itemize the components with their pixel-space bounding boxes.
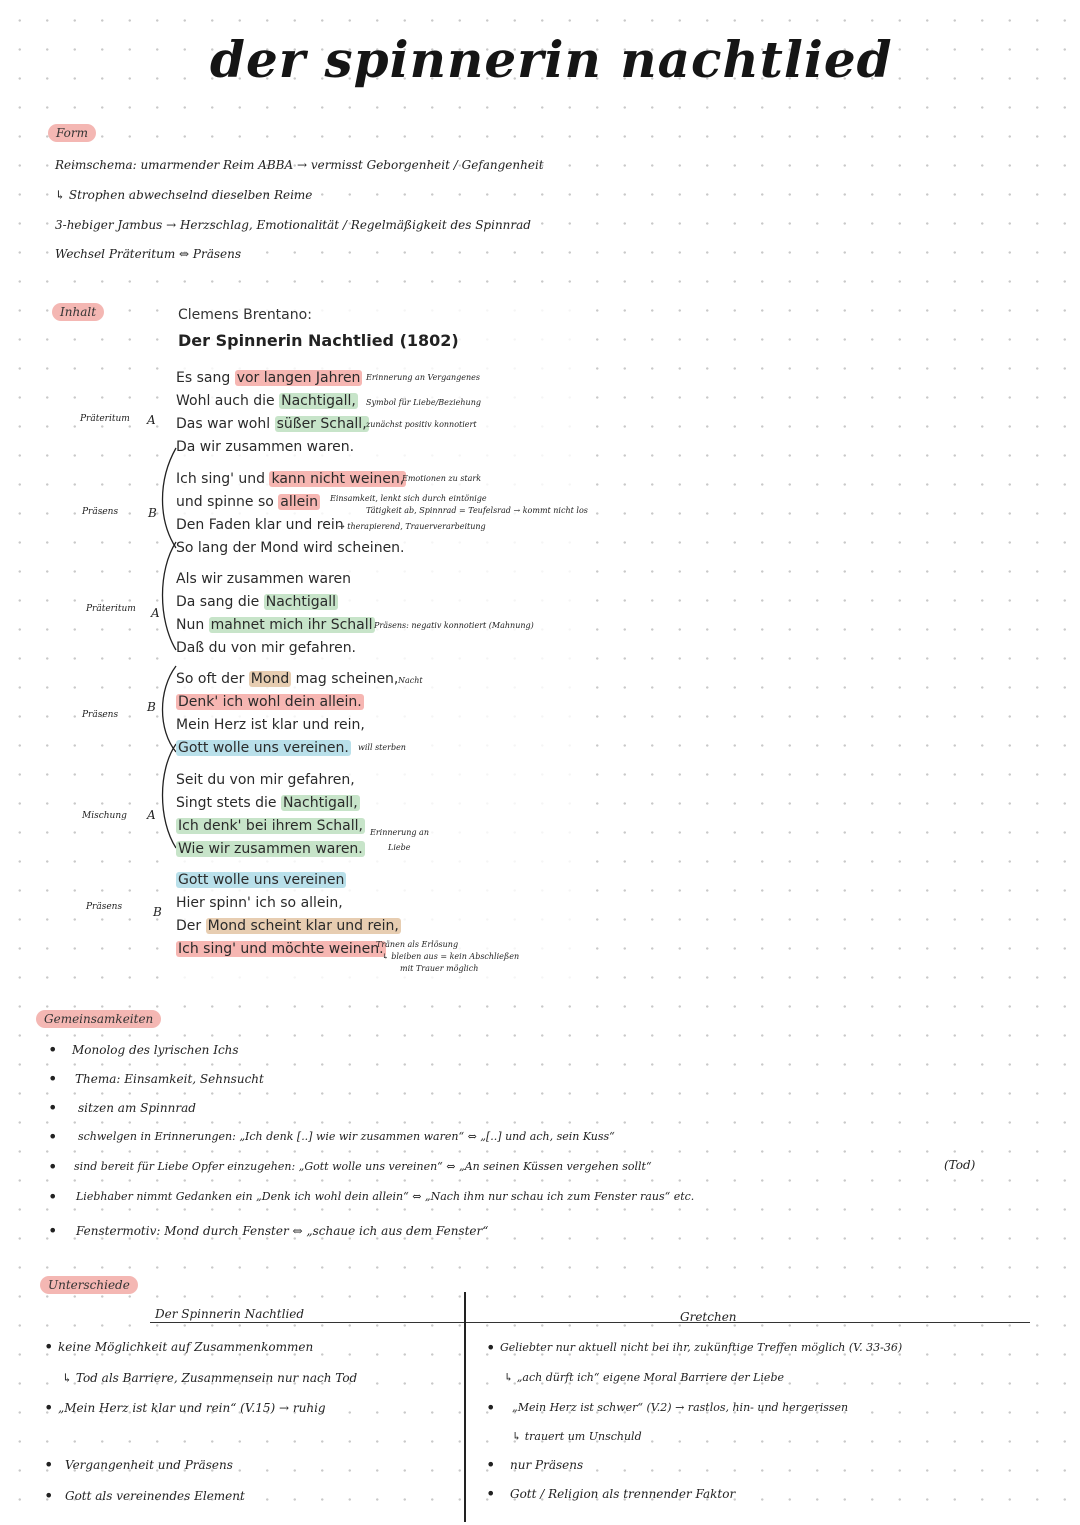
- poem-line: Der Mond scheint klar und rein,: [176, 918, 399, 934]
- poem-line: Singt stets die Nachtigall,: [176, 795, 358, 811]
- gemeinsamkeit-item: Fenstermotiv: Mond durch Fenster ⇔ „schaue ich aus dem Fenster“: [76, 1224, 489, 1238]
- annotation: mit Trauer möglich: [400, 964, 479, 973]
- right-column-header: Gretchen: [680, 1310, 737, 1324]
- table-divider-horizontal: [150, 1322, 1030, 1323]
- bullet-dot: •: [48, 1069, 58, 1088]
- poem-line: Ich sing' und kann nicht weinen,: [176, 471, 405, 487]
- rhyme-arcs: [150, 440, 190, 940]
- poem-line: Da sang die Nachtigall: [176, 594, 336, 610]
- annotation: zunächst positiv konnotiert: [366, 420, 477, 429]
- poem-line: Da wir zusammen waren.: [176, 439, 355, 455]
- gemeinsamkeit-item: Thema: Einsamkeit, Sehnsucht: [75, 1072, 264, 1086]
- tense-label-6: Präsens: [86, 902, 123, 912]
- gemeinsamkeit-item: Liebhaber nimmt Gedanken ein „Denk ich wohl dein allein“ ⇔ „Nach ihm nur schau ich zum Fenster raus“ etc.: [76, 1190, 695, 1203]
- bullet-dot: •: [48, 1098, 58, 1117]
- unterschied-right-item: Geliebter nur aktuell nicht bei ihr, zukünftige Treffen möglich (V. 33-36): [500, 1341, 903, 1354]
- bullet-dot: •: [48, 1187, 58, 1206]
- poem-author: Clemens Brentano:: [178, 307, 312, 323]
- annotation: Erinnerung an Vergangenes: [366, 373, 481, 382]
- annotation: Einsamkeit, lenkt sich durch eintönige: [330, 494, 487, 503]
- poem-line: Ich denk' bei ihrem Schall,: [178, 818, 363, 834]
- unterschied-left-item: „Mein Herz ist klar und rein“ (V.15) → ruhig: [58, 1401, 326, 1415]
- poem-line: Daß du von mir gefahren.: [176, 640, 357, 656]
- bullet-dot: •: [48, 1157, 58, 1176]
- unterschiede-tag: Unterschiede: [40, 1276, 138, 1294]
- unterschied-left-item: ↳ Tod als Barriere, Zusammensein nur nach Tod: [62, 1371, 358, 1385]
- poem-line: Es sang vor langen Jahren: [176, 370, 361, 386]
- unterschied-left-item: keine Möglichkeit auf Zusammenkommen: [58, 1340, 314, 1354]
- annotation: Erinnerung an: [370, 828, 429, 837]
- poem-line: und spinne so allein: [176, 494, 319, 510]
- annotation: Nacht: [398, 676, 423, 685]
- poem-line: Hier spinn' ich so allein,: [176, 895, 343, 911]
- bullet-dot: •: [486, 1338, 496, 1357]
- poem-line: Wohl auch die Nachtigall,: [176, 393, 356, 409]
- annotation: → therapierend, Trauerverarbeitung: [338, 522, 486, 531]
- poem-line: Den Faden klar und rein: [176, 517, 344, 533]
- unterschied-left-item: Gott als vereinendes Element: [65, 1489, 245, 1503]
- rhyme-label-5: A: [147, 808, 156, 822]
- bullet-dot: •: [486, 1398, 496, 1417]
- poem-line: Gott wolle uns vereinen: [178, 872, 345, 888]
- page-title: der spinnerin nachtlied: [210, 30, 893, 89]
- bullet-dot: •: [48, 1221, 58, 1240]
- gemeinsamkeiten-tag: Gemeinsamkeiten: [36, 1010, 161, 1028]
- rhyme-label-6: B: [153, 905, 162, 919]
- bullet-dot: •: [486, 1484, 496, 1503]
- rhyme-label-3: A: [151, 606, 160, 620]
- unterschied-right-item: Gott / Religion als trennender Faktor: [510, 1487, 736, 1501]
- bullet-dot: •: [486, 1455, 496, 1474]
- gemeinsamkeit-item: sind bereit für Liebe Opfer einzugehen: „Gott wolle uns vereinen“ ⇔ „An seinen Küssen vergehen sollt“: [74, 1160, 652, 1173]
- form-line-2: ↳ Strophen abwechselnd dieselben Reime: [55, 188, 313, 202]
- tod-note: (Tod): [944, 1158, 976, 1172]
- poem-line: Als wir zusammen waren: [176, 571, 352, 587]
- tense-label-4: Präsens: [82, 710, 119, 720]
- annotation: Emotionen zu stark: [402, 474, 482, 483]
- bullet-dot: •: [48, 1127, 58, 1146]
- unterschied-left-item: Vergangenheit und Präsens: [65, 1458, 233, 1472]
- bullet-dot: •: [44, 1398, 54, 1417]
- bullet-dot: •: [44, 1455, 54, 1474]
- annotation: Liebe: [388, 843, 411, 852]
- gemeinsamkeit-item: sitzen am Spinnrad: [78, 1101, 196, 1115]
- annotation: Tätigkeit ab, Spinnrad = Teufelsrad → kommt nicht los: [366, 506, 588, 515]
- poem-line: Das war wohl süßer Schall,: [176, 416, 367, 432]
- poem-line: Gott wolle uns vereinen.: [178, 740, 349, 756]
- left-column-header: Der Spinnerin Nachtlied: [155, 1307, 305, 1321]
- tense-label-1: Präteritum: [80, 414, 130, 424]
- rhyme-label-4: B: [147, 700, 156, 714]
- poem-line: So oft der Mond mag scheinen,: [176, 671, 399, 687]
- bullet-dot: •: [44, 1337, 54, 1356]
- bullet-dot: •: [48, 1040, 58, 1059]
- form-line-1: Reimschema: umarmender Reim ABBA → vermisst Geborgenheit / Gefangenheit: [55, 158, 544, 172]
- unterschied-right-item: ↳ „ach dürft ich“ eigene Moral Barriere der Liebe: [504, 1371, 784, 1384]
- annotation: will sterben: [358, 743, 406, 752]
- poem-line: Mein Herz ist klar und rein,: [176, 717, 365, 733]
- rhyme-label-1: A: [147, 413, 156, 427]
- rhyme-label-2: B: [148, 506, 157, 520]
- poem-line: Denk' ich wohl dein allein.: [178, 694, 362, 710]
- tense-label-5: Mischung: [82, 811, 127, 821]
- unterschied-right-item: ↳ trauert um Unschuld: [512, 1430, 642, 1443]
- annotation: ↳ bleiben aus = kein Abschließen: [382, 952, 520, 961]
- inhalt-tag: Inhalt: [52, 303, 104, 321]
- poem-title: Der Spinnerin Nachtlied (1802): [178, 331, 459, 350]
- table-divider-vertical: [464, 1292, 466, 1522]
- tense-label-2: Präsens: [82, 507, 119, 517]
- unterschied-right-item: nur Präsens: [510, 1458, 584, 1472]
- form-line-4: Wechsel Präteritum ⇔ Präsens: [55, 247, 242, 261]
- poem-line: Nun mahnet mich ihr Schall: [176, 617, 373, 633]
- bullet-dot: •: [44, 1486, 54, 1505]
- tense-label-3: Präteritum: [86, 604, 136, 614]
- gemeinsamkeit-item: schwelgen in Erinnerungen: „Ich denk [..] wie wir zusammen waren“ ⇔ „[..] und ach, sein Kuss“: [78, 1130, 615, 1143]
- form-line-3: 3-hebiger Jambus → Herzschlag, Emotionalität / Regelmäßigkeit des Spinnrad: [55, 218, 531, 232]
- poem-line: Seit du von mir gefahren,: [176, 772, 355, 788]
- poem-line: Wie wir zusammen waren.: [178, 841, 363, 857]
- annotation: Tränen als Erlösung: [376, 940, 459, 949]
- unterschied-right-item: „Mein Herz ist schwer“ (V.2) → rastlos, hin- und hergerissen: [512, 1401, 849, 1414]
- gemeinsamkeit-item: Monolog des lyrischen Ichs: [72, 1043, 239, 1057]
- poem-line: So lang der Mond wird scheinen.: [176, 540, 405, 556]
- form-tag: Form: [48, 124, 96, 142]
- annotation: Symbol für Liebe/Beziehung: [366, 398, 481, 407]
- annotation: Präsens: negativ konnotiert (Mahnung): [374, 621, 534, 630]
- poem-line: Ich sing' und möchte weinen.: [178, 941, 384, 957]
